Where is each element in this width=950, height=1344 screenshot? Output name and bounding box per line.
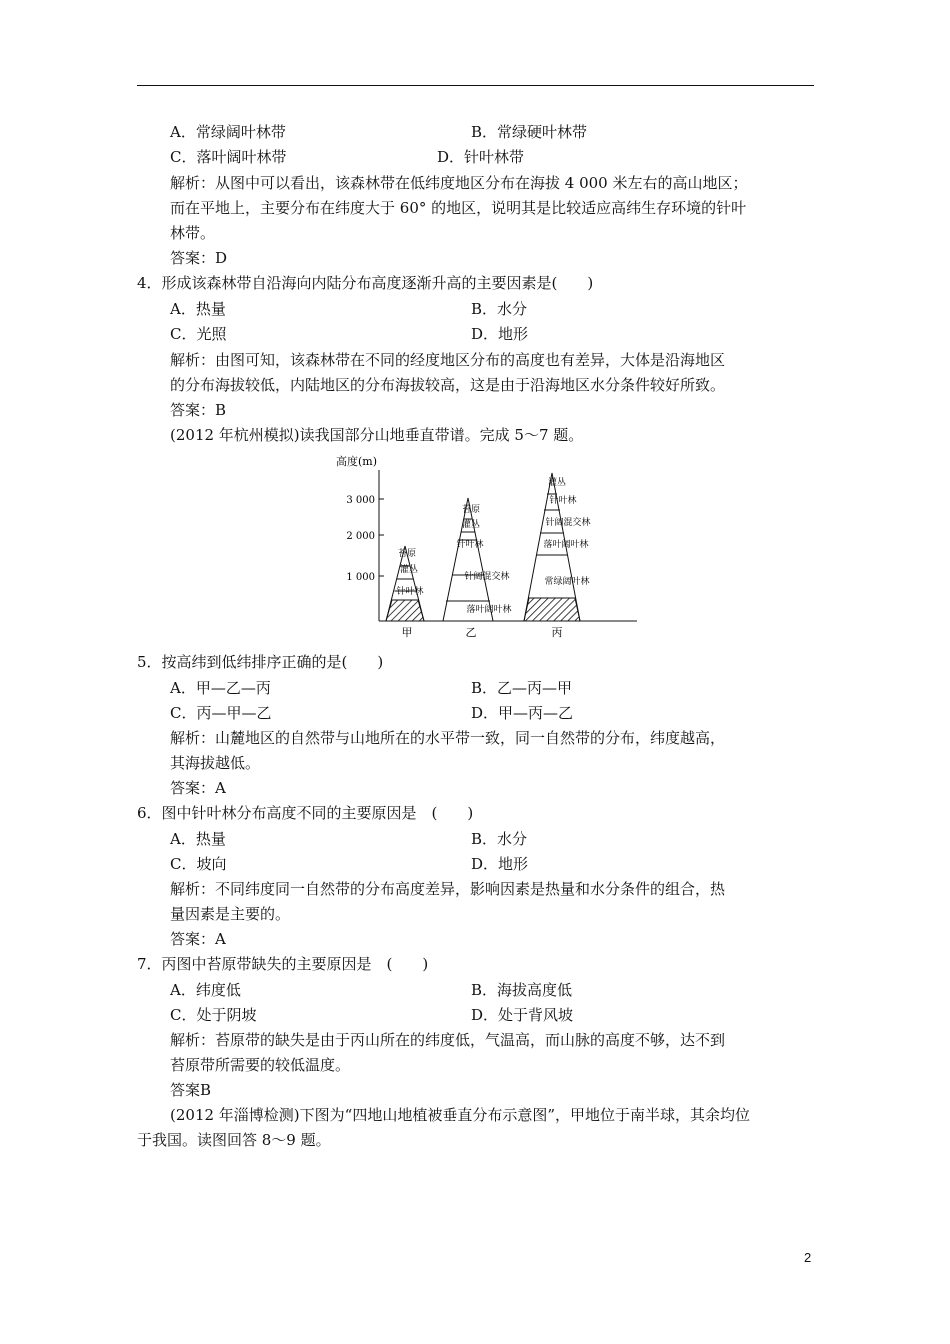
q7-stem: 7．丙图中苔原带缺失的主要原因是 ( ) [137,955,429,973]
q5-stem: 5．按高纬到低纬排序正确的是( ) [137,653,384,671]
label-yi: 乙 [465,626,477,639]
q4-option-c: C．光照 [170,325,227,343]
q3-analysis-line-2: 而在平地上，主要分布在纬度大于 60° 的地区，说明其是比较适应高纬生存环境的针叶 [170,199,747,217]
q6-option-a: A．热量 [170,830,226,848]
q6-analysis-line-1: 解析：不同纬度同一自然带的分布高度差异，影响因素是热量和水分条件的组合，热 [170,880,726,898]
q4-option-a: A．热量 [170,300,226,318]
jia-zone-tundra: 苔原 [397,549,417,559]
y-tick-2000: 2 000 [346,531,375,542]
yi-zone-conifer: 针叶林 [456,540,484,550]
page-number: 2 [804,1250,812,1265]
q6-analysis-line-2: 量因素是主要的。 [170,905,291,923]
q5-option-d: D．甲—丙—乙 [471,704,574,722]
bing-zone-evergreen: 常绿阔叶林 [544,577,590,587]
bing-zone-mixed: 针阔混交林 [545,518,591,528]
jia-zone-conifer: 针叶林 [396,587,424,597]
label-jia: 甲 [401,626,413,639]
jia-zone-shrub: 灌丛 [399,565,419,575]
q5-option-a: A．甲—乙—丙 [170,679,271,697]
q3-option-d: D．针叶林带 [437,148,525,166]
intro-5-7: (2012 年杭州模拟)读我国部分山地垂直带谱。完成 5～7 题。 [170,426,584,444]
q4-analysis-line-1: 解析：由图可知，该森林带在不同的经度地区分布的高度也有差异，大体是沿海地区 [170,351,726,369]
q5-option-b: B．乙—丙—甲 [471,679,573,697]
q7-answer: 答案B [170,1081,212,1099]
q6-stem: 6．图中针叶林分布高度不同的主要原因是 ( ) [137,804,474,822]
header-rule [137,85,814,86]
q6-answer: 答案：A [170,930,226,948]
q7-analysis-line-2: 苔原带所需要的较低温度。 [170,1056,351,1074]
bing-zone-conifer: 针叶林 [549,496,577,506]
q6-option-c: C．坡向 [170,855,227,873]
q3-answer: 答案：D [170,249,228,267]
q5-analysis-line-2: 其海拔越低。 [170,754,261,772]
yi-zone-tundra: 苔原 [461,505,481,515]
q4-analysis-line-2: 的分布海拔较低，内陆地区的分布海拔较高，这是由于沿海地区水分条件较好所致。 [170,376,726,394]
q3-option-c: C．落叶阔叶林带 [170,148,287,166]
q6-option-b: B．水分 [471,830,528,848]
q3-analysis-line-1: 解析：从图中可以看出，该森林带在低纬度地区分布在海拔 4 000 米左右的高山地区； [170,174,748,192]
mountain-jia [386,546,424,621]
q7-option-c: C．处于阴坡 [170,1006,257,1024]
q3-option-b: B．常绿硬叶林带 [471,123,588,141]
q5-option-c: C．丙—甲—乙 [170,704,272,722]
q7-analysis-line-1: 解析：苔原带的缺失是由于丙山所在的纬度低，气温高，而山脉的高度不够，达不到 [170,1031,726,1049]
yi-zone-deciduous: 落叶阔叶林 [466,605,512,615]
mountain-yi [443,498,512,621]
yi-zone-mixed: 针阔混交林 [464,572,510,582]
q5-analysis-line-1: 解析：山麓地区的自然带与山地所在的水平带一致，同一自然带的分布，纬度越高， [170,729,726,747]
intro-8-9-line-2: 于我国。读图回答 8～9 题。 [137,1131,331,1149]
q6-option-d: D．地形 [471,855,529,873]
q3-analysis-line-3: 林带。 [170,224,216,242]
q4-answer: 答案：B [170,401,227,419]
label-bing: 丙 [551,626,563,639]
q4-stem: 4．形成该森林带自沿海向内陆分布高度逐渐升高的主要因素是( ) [137,274,594,292]
bing-zone-deciduous: 落叶阔叶林 [543,540,589,550]
y-tick-3000: 3 000 [346,495,375,506]
vertical-zone-figure [330,448,650,644]
y-tick-1000: 1 000 [346,572,375,583]
q7-option-a: A．纬度低 [170,981,241,999]
intro-8-9-line-1: (2012 年淄博检测)下图为“四地山地植被垂直分布示意图”，甲地位于南半球，其余均位 [170,1106,750,1124]
q4-option-d: D．地形 [471,325,529,343]
yi-zone-shrub: 灌丛 [461,520,481,530]
y-axis-label: 高度(m) [336,455,378,468]
q5-answer: 答案：A [170,779,226,797]
bing-zone-shrub: 灌丛 [547,478,567,488]
q7-option-b: B．海拔高度低 [471,981,573,999]
mountain-bing [524,473,591,621]
q7-option-d: D．处于背风坡 [471,1006,574,1024]
q4-option-b: B．水分 [471,300,528,318]
q3-option-a: A．常绿阔叶林带 [170,123,286,141]
